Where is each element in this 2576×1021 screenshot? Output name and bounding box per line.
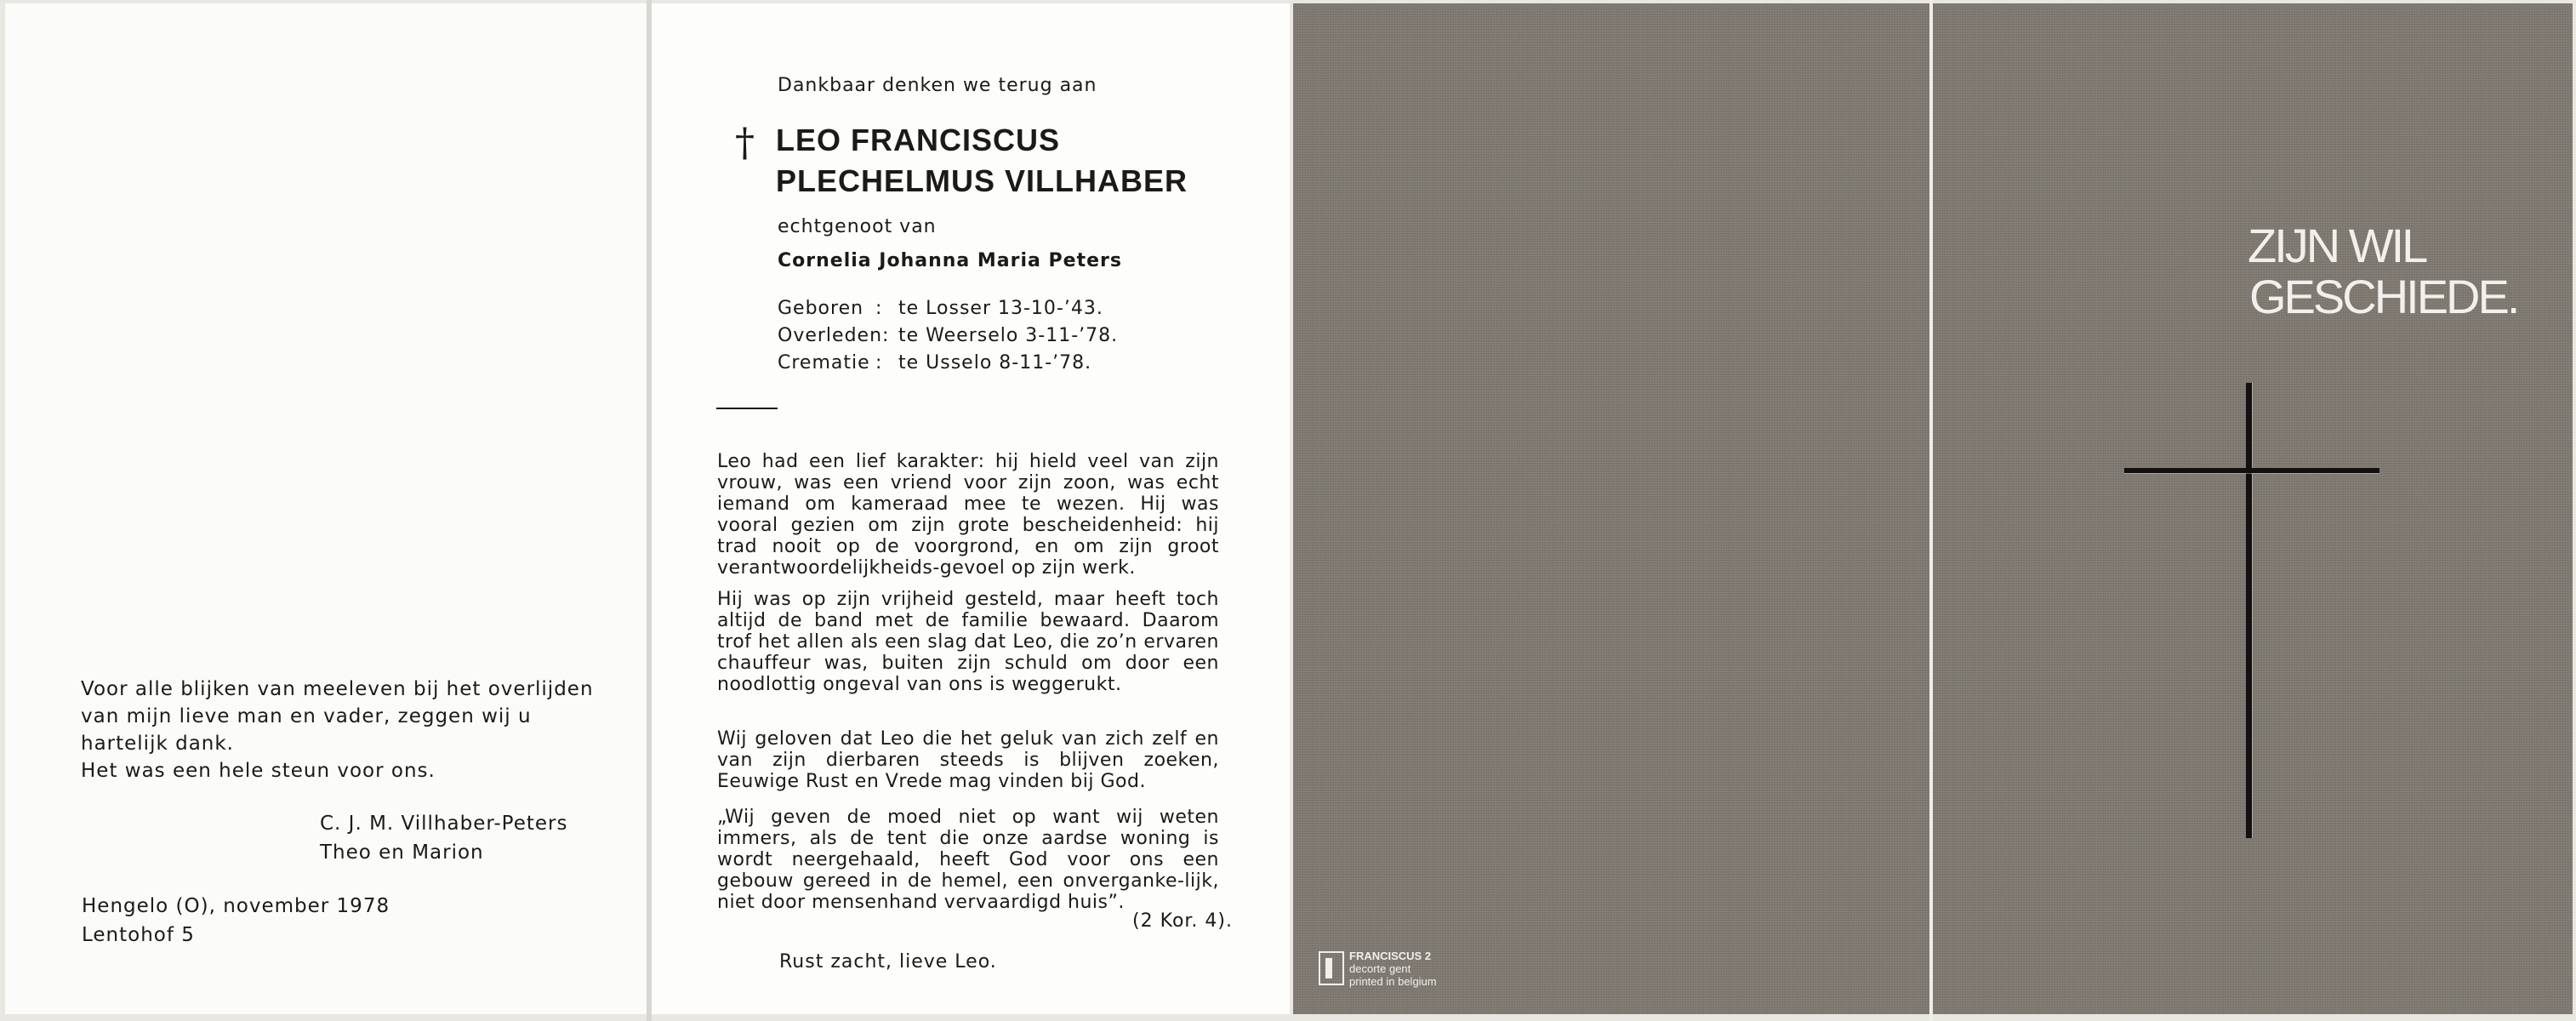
deceased-name-line-2: PLECHELMUS VILLHABER [776, 163, 1188, 198]
life-event-text: te Losser 13-10-’43. [898, 298, 1103, 319]
thanks-panel [5, 3, 647, 1014]
back-cover [1293, 3, 1929, 1014]
publisher-imprint [1349, 950, 1437, 988]
cross-icon: † [735, 119, 755, 165]
life-event-label: Crematie [778, 352, 870, 374]
life-event-sep: : [875, 298, 883, 319]
signature-line-1: C. J. M. Villhaber-Peters [320, 813, 568, 835]
spouse-name: Cornelia Johanna Maria Peters [778, 250, 1122, 271]
signature-line-2: Theo en Marion [320, 841, 484, 864]
publisher-line-3: printed in belgium [1349, 975, 1437, 988]
thanks-line-4: Het was een hele steun voor ons. [81, 760, 436, 782]
front-cover [1933, 3, 2573, 1014]
spouse-label: echtgenoot van [778, 216, 937, 237]
thanks-line-3: hartelijk dank. [81, 733, 234, 755]
paragraph-character: Leo had een lief karakter: hij hield veel van zijn vrouw, was een vriend voor zijn zoon, was echt iemand om kameraad mee te wezen. Hij was vooral gezien om zijn grote bescheidenheid: hij trad nooit op de voorgrond, en om zijn groot verantwoordelijkheids-gevoel op zijn werk. [717, 451, 1219, 579]
paragraph-faith: Wij geloven dat Leo die het geluk van zich zelf en van zijn dierbaren steeds is blijven zoeken, Eeuwige Rust en Vrede mag vinden bij God. [717, 728, 1219, 792]
life-event-label: Geboren [778, 298, 864, 319]
paragraph-quote: „Wij geven de moed niet op want wij weten immers, als de tent die onze aardse woning is wordt neergehaald, heeft God voor ons een gebouw gereed in de hemel, een onverganke-lijk, niet door mensenhand vervaardigd huis”. [717, 807, 1219, 913]
place-date: Hengelo (O), november 1978 [82, 895, 390, 917]
memorial-panel [652, 3, 1290, 1014]
closing-line: Rust zacht, lieve Leo. [779, 951, 997, 973]
deceased-name-line-1: LEO FRANCISCUS [776, 123, 1061, 157]
life-event-text: te Weerselo 3-11-’78. [898, 325, 1119, 346]
publisher-line-1: FRANCISCUS 2 [1349, 950, 1432, 962]
life-event-label: Overleden: [778, 325, 890, 346]
divider [716, 408, 778, 409]
address: Lentohof 5 [82, 924, 195, 946]
thanks-line-1: Voor alle blijken van meeleven bij het overlijden [81, 678, 594, 700]
intro-line: Dankbaar denken we terug aan [778, 75, 1097, 96]
cover-title-line-1: ZIJN WIL [2248, 219, 2426, 272]
life-event-sep: : [875, 352, 883, 374]
paragraph-family: Hij was op zijn vrijheid gesteld, maar heeft toch altijd de band met de familie bewaard. Daarom trof het allen als een slag dat Leo, die zo’n ervaren chauffeur was, buiten zijn schuld om door een noodlottig ongeval van ons is weggerukt. [717, 589, 1219, 695]
publisher-line-2: decorte gent [1349, 962, 1411, 975]
publisher-logo-icon [1319, 951, 1344, 985]
scripture-reference: (2 Kor. 4). [1132, 910, 1233, 932]
cover-title-line-2: GESCHIEDE. [2249, 270, 2518, 323]
life-event-text: te Usselo 8-11-’78. [898, 352, 1092, 374]
thanks-line-2: van mijn lieve man en vader, zeggen wij u [81, 705, 532, 727]
